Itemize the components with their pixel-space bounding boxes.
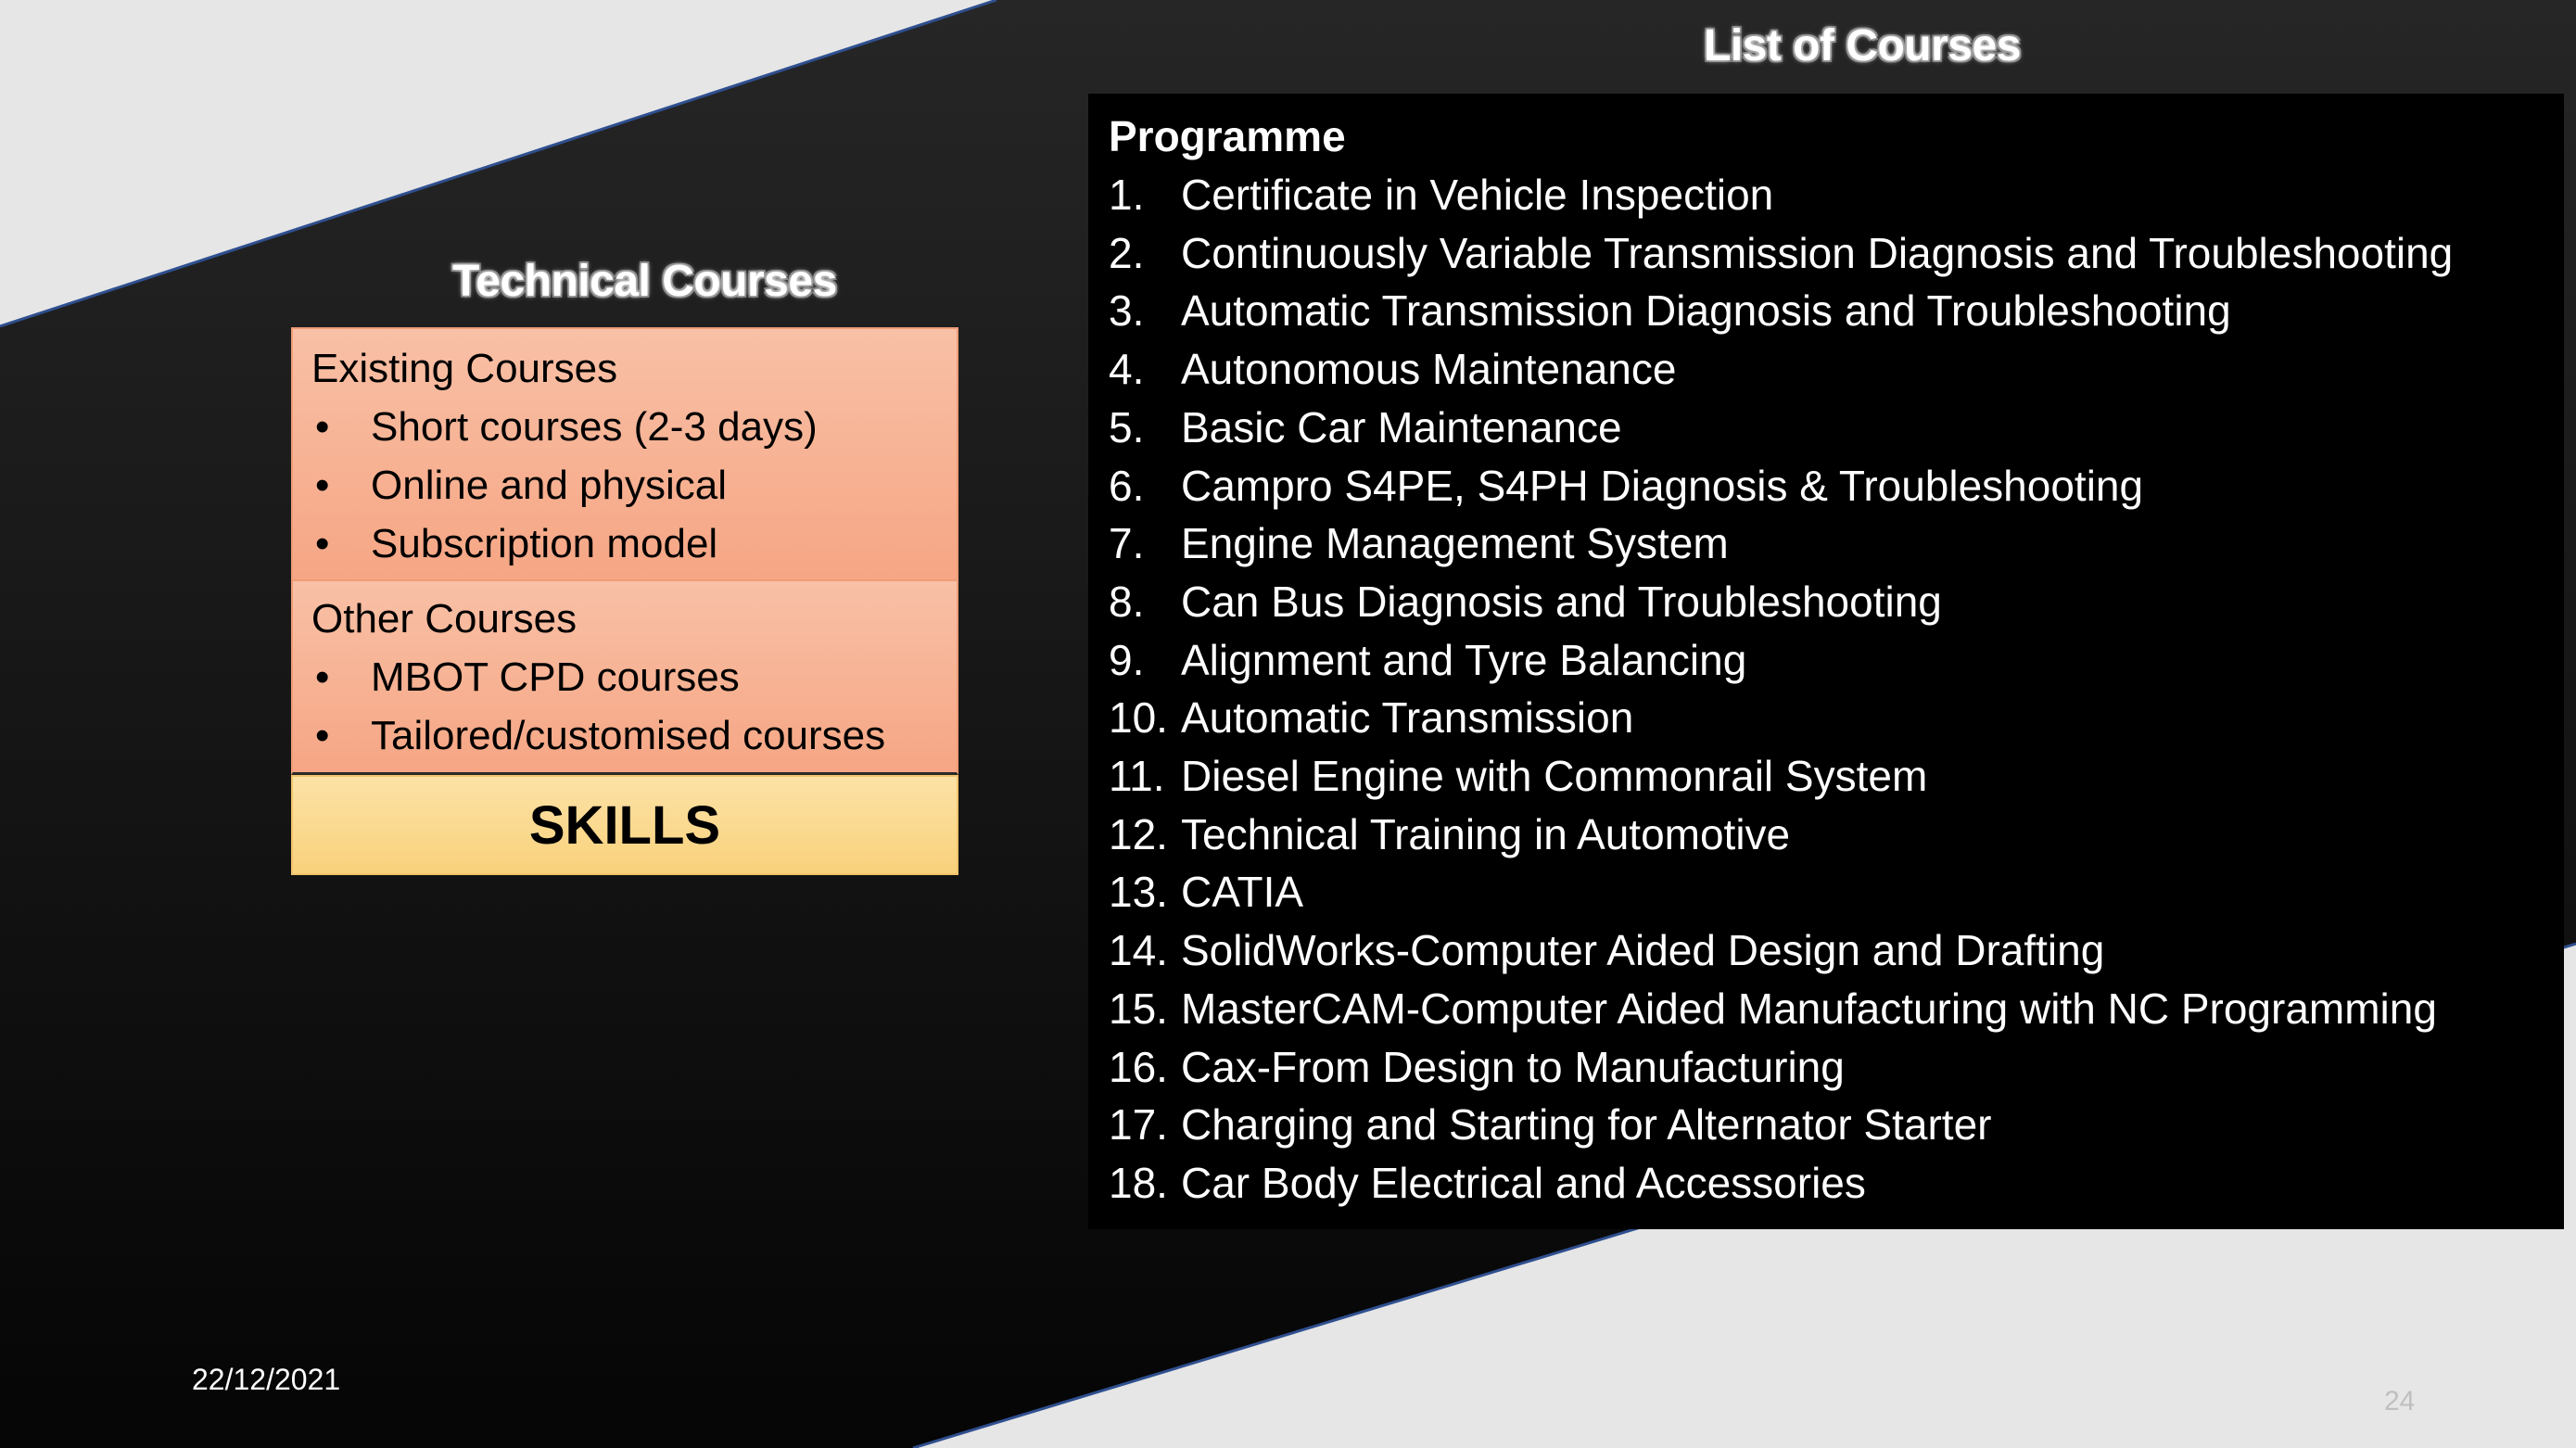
course-item	[1109, 980, 2564, 1038]
course-item	[1109, 1154, 2564, 1213]
course-number: 14.	[1109, 926, 1168, 975]
course-number: 12.	[1109, 809, 1168, 858]
course-item	[1109, 340, 2564, 399]
course-number: 16.	[1109, 1042, 1168, 1091]
other-courses-list	[311, 648, 957, 765]
course-item	[1109, 224, 2564, 283]
bullet-icon: •	[315, 713, 330, 758]
course-number: 15.	[1109, 984, 1168, 1033]
course-label: Campro S4PE, S4PH Diagnosis & Troubleshooting	[1181, 461, 2144, 510]
course-number: 18.	[1109, 1158, 1168, 1207]
list-item-label: Short courses (2-3 days)	[371, 404, 818, 450]
course-label: Cax-From Design to Manufacturing	[1181, 1042, 1845, 1091]
list-item	[311, 398, 957, 456]
course-number: 8.	[1109, 577, 1145, 626]
course-number: 10.	[1109, 693, 1168, 743]
technical-courses-title: Technical Courses	[452, 257, 837, 306]
course-number: 5.	[1109, 402, 1145, 451]
course-label: Certificate in Vehicle Inspection	[1181, 171, 1774, 219]
course-item	[1109, 399, 2564, 457]
course-label: Can Bus Diagnosis and Troubleshooting	[1181, 577, 1942, 626]
course-label: Diesel Engine with Commonrail System	[1181, 752, 1928, 801]
course-number: 3.	[1109, 286, 1145, 336]
list-item	[311, 648, 957, 706]
course-label: Technical Training in Automotive	[1181, 809, 1791, 858]
other-courses-heading: Other Courses	[311, 596, 577, 641]
list-item-label: Tailored/customised courses	[371, 713, 886, 758]
list-item-label: Subscription model	[371, 521, 718, 566]
course-number: 7.	[1109, 519, 1145, 568]
course-label: SolidWorks-Computer Aided Design and Drafting	[1181, 926, 2105, 975]
course-number: 11.	[1109, 752, 1165, 801]
existing-courses-list	[311, 398, 957, 573]
skills-box: SKILLS	[291, 775, 958, 875]
existing-courses-heading: Existing Courses	[311, 346, 618, 391]
course-number: 4.	[1109, 345, 1145, 394]
course-label: CATIA	[1181, 868, 1304, 917]
course-list	[1109, 166, 2564, 1213]
course-number: 13.	[1109, 868, 1168, 917]
course-label: Continuously Variable Transmission Diagnosis and Troubleshooting	[1181, 228, 2454, 277]
course-number: 6.	[1109, 461, 1145, 510]
course-item	[1109, 921, 2564, 980]
course-item	[1109, 166, 2564, 224]
course-label: Car Body Electrical and Accessories	[1181, 1158, 1866, 1207]
list-item	[311, 514, 957, 573]
existing-courses-box	[291, 327, 958, 581]
bullet-icon: •	[315, 521, 330, 566]
list-item	[311, 706, 957, 765]
course-number: 1.	[1109, 171, 1145, 219]
page-number: 24	[2384, 1386, 2416, 1416]
course-label: Automatic Transmission Diagnosis and Troubleshooting	[1181, 286, 2231, 336]
course-label: Alignment and Tyre Balancing	[1181, 635, 1747, 684]
course-item	[1109, 806, 2564, 864]
course-label: Basic Car Maintenance	[1181, 402, 1622, 451]
course-number: 2.	[1109, 228, 1145, 277]
programme-heading: Programme	[1109, 112, 1346, 160]
course-item	[1109, 573, 2564, 631]
list-item-label: MBOT CPD courses	[371, 654, 740, 700]
course-item	[1109, 514, 2564, 573]
course-item	[1109, 689, 2564, 747]
bullet-icon: •	[315, 404, 330, 450]
list-item-label: Online and physical	[371, 463, 728, 508]
bullet-icon: •	[315, 654, 330, 700]
course-item	[1109, 1038, 2564, 1097]
footer-date: 22/12/2021	[192, 1363, 341, 1396]
course-item	[1109, 863, 2564, 921]
other-courses-box	[291, 581, 958, 775]
course-label: Charging and Starting for Alternator Starter	[1181, 1100, 1992, 1150]
course-item	[1109, 747, 2564, 806]
course-number: 9.	[1109, 635, 1145, 684]
course-list-panel	[1088, 94, 2564, 1229]
course-item	[1109, 631, 2564, 690]
course-number: 17.	[1109, 1100, 1168, 1150]
course-item	[1109, 457, 2564, 515]
course-label: MasterCAM-Computer Aided Manufacturing with NC Programming	[1181, 984, 2437, 1033]
course-label: Engine Management System	[1181, 519, 1729, 568]
list-of-courses-title: List of Courses	[1704, 21, 2021, 70]
list-item	[311, 456, 957, 514]
course-item	[1109, 1096, 2564, 1154]
course-item	[1109, 282, 2564, 340]
course-label: Autonomous Maintenance	[1181, 345, 1677, 394]
course-label: Automatic Transmission	[1181, 693, 1634, 743]
bullet-icon: •	[315, 463, 330, 508]
